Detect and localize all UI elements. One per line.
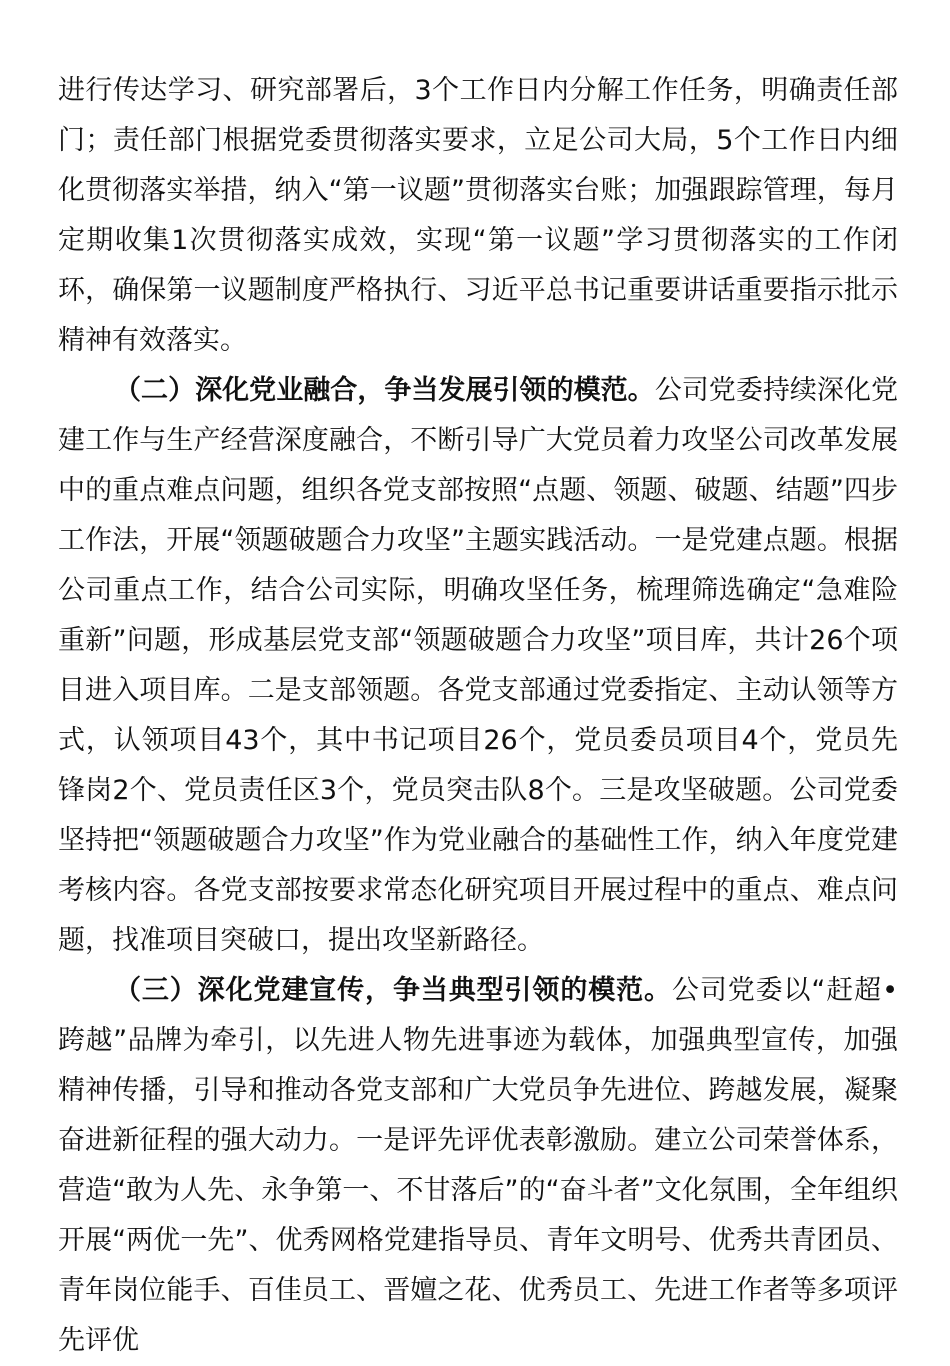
section-3-heading: （三）深化党建宣传，争当典型引领的模范。	[114, 975, 672, 1006]
section-3-body: 公司党委以“赶超•跨越”品牌为牵引，以先进人物先进事迹为载体，加强典型宣传，加强精神传播，引导和推动各党支部和广大党员争先进位、跨越发展，凝聚奋进新征程的强大动力。一是评先评优表彰激励。建立公司荣誉体系，营造“敢为人先、永争第一、不甘落后”的“奋斗者”文化氛围，全年组织开展“两优一先”、优秀网格党建指导员、青年文明号、优秀共青团员、青年岗位能手、百佳员工、晋嬗之花、优秀员工、先进工作者等多项评先评优	[58, 975, 899, 1356]
paragraph-1: 进行传达学习、研究部署后，3个工作日内分解工作任务，明确责任部门；责任部门根据党委贯彻落实要求，立足公司大局，5个工作日内细化贯彻落实举措，纳入“第一议题”贯彻落实台账；加强跟踪管理，每月定期收集1次贯彻落实成效，实现“第一议题”学习贯彻落实的工作闭环，确保第一议题制度严格执行、习近平总书记重要讲话重要指示批示精神有效落实。	[58, 75, 898, 356]
paragraph-section-2	[58, 366, 898, 966]
document-page	[58, 66, 898, 1366]
paragraph-section-3	[58, 966, 898, 1366]
section-2-heading: （二）深化党业融合，争当发展引领的模范。	[114, 375, 655, 406]
section-2-body: 公司党委持续深化党建工作与生产经营深度融合，不断引导广大党员着力攻坚公司改革发展中的重点难点问题，组织各党支部按照“点题、领题、破题、结题”四步工作法，开展“领题破题合力攻坚”主题实践活动。一是党建点题。根据公司重点工作，结合公司实际，明确攻坚任务，梳理筛选确定“急难险重新”问题，形成基层党支部“领题破题合力攻坚”项目库，共计26个项目进入项目库。二是支部领题。各党支部通过党委指定、主动认领等方式，认领项目43个，其中书记项目26个，党员委员项目4个，党员先锋岗2个、党员责任区3个，党员突击队8个。三是攻坚破题。公司党委坚持把“领题破题合力攻坚”作为党业融合的基础性工作，纳入年度党建考核内容。各党支部按要求常态化研究项目开展过程中的重点、难点问题，找准项目突破口，提出攻坚新路径。	[58, 375, 899, 956]
